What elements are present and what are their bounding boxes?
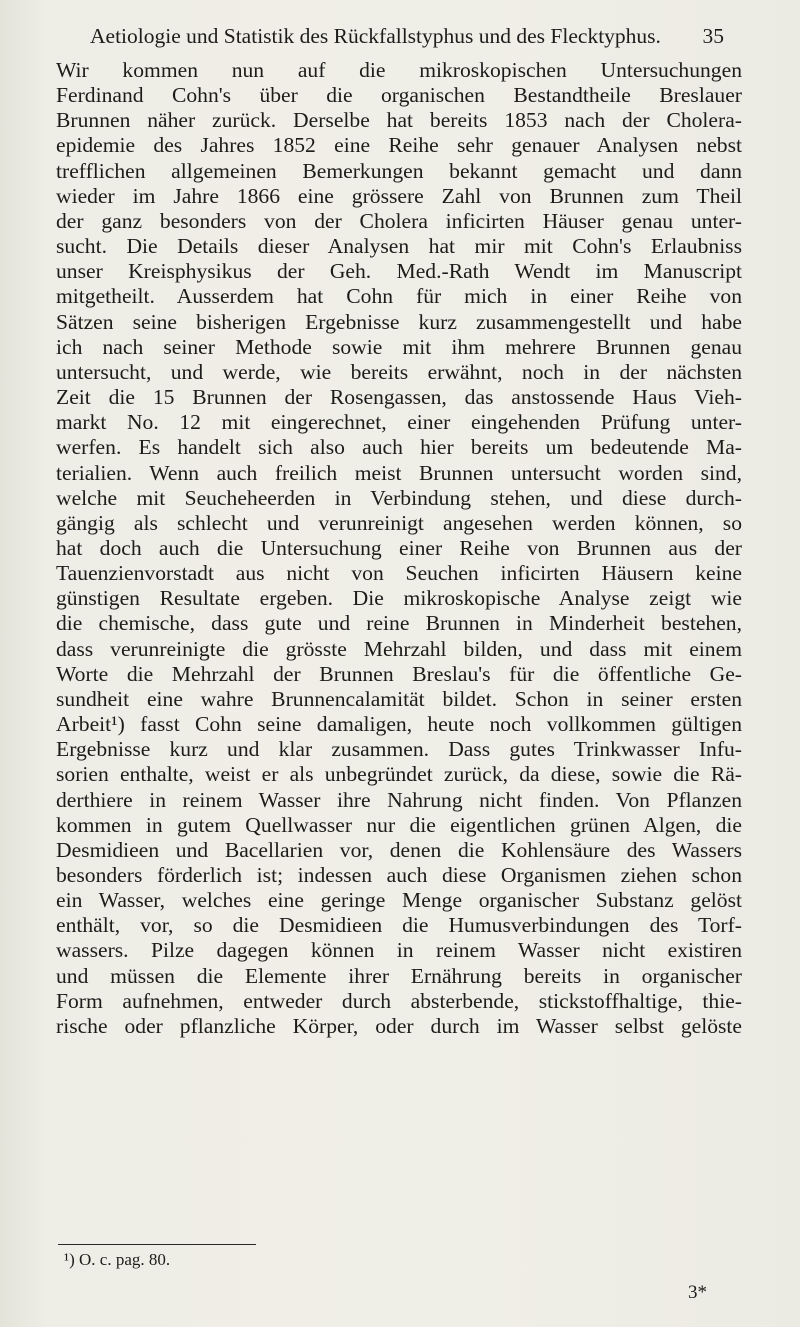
text-line: Form aufnehmen, entweder durch absterbende, stickstoffhaltige, thie- [56, 988, 742, 1013]
page-number: 35 [702, 24, 724, 48]
text-line: und müssen die Elemente ihrer Ernährung bereits in organischer [56, 963, 742, 988]
text-line: die chemische, dass gute und reine Brunnen in Minderheit bestehen, [56, 611, 742, 636]
text-line: wassers. Pilze dagegen können in reinem Wasser nicht existiren [56, 938, 742, 963]
text-line: unser Kreisphysikus der Geh. Med.-Rath Wendt im Manuscript [56, 259, 742, 284]
text-line: gängig als schlecht und verunreinigt angesehen werden können, so [56, 510, 742, 535]
text-line: enthält, vor, so die Desmidieen die Humusverbindungen des Torf- [56, 913, 742, 938]
text-line: welche mit Seucheheerden in Verbindung stehen, und diese durch- [56, 485, 742, 510]
text-line: rische oder pflanzliche Körper, oder durch im Wasser selbst gelöste [56, 1013, 742, 1038]
text-line: Ergebnisse kurz und klar zusammen. Dass gutes Trinkwasser Infu- [56, 737, 742, 762]
text-line: sucht. Die Details dieser Analysen hat mir mit Cohn's Erlaubniss [56, 234, 742, 259]
text-line: untersucht, und werde, wie bereits erwähnt, noch in der nächsten [56, 359, 742, 384]
footnote: ¹) O. c. pag. 80. [64, 1250, 171, 1269]
text-line: trefflichen allgemeinen Bemerkungen bekannt gemacht und dann [56, 158, 742, 183]
text-line: derthiere in reinem Wasser ihre Nahrung nicht finden. Von Pflanzen [56, 787, 742, 812]
text-line: Ferdinand Cohn's über die organischen Bestandtheile Breslauer [56, 83, 742, 108]
running-head: Aetiologie und Statistik des Rückfallstyphus und des Flecktyphus. [90, 24, 661, 48]
text-line: hat doch auch die Untersuchung einer Reihe von Brunnen aus der [56, 535, 742, 560]
text-line: Worte die Mehrzahl der Brunnen Breslau's für die öffentliche Ge- [56, 661, 742, 686]
text-line: terialien. Wenn auch freilich meist Brunnen untersucht worden sind, [56, 460, 742, 485]
text-line: der ganz besonders von der Cholera inficirten Häuser genau unter- [56, 208, 742, 233]
text-line: markt No. 12 mit eingerechnet, einer eingehenden Prüfung unter- [56, 410, 742, 435]
text-line: Zeit die 15 Brunnen der Rosengassen, das anstossende Haus Vieh- [56, 385, 742, 410]
page-header [90, 24, 724, 56]
text-line: mitgetheilt. Ausserdem hat Cohn für mich in einer Reihe von [56, 284, 742, 309]
body-paragraph [56, 58, 742, 1039]
text-line: Wir kommen nun auf die mikroskopischen Untersuchungen [56, 58, 742, 82]
text-line: sorien enthalte, weist er als unbegründet zurück, da diese, sowie die Rä- [56, 762, 742, 787]
text-line: sundheit eine wahre Brunnencalamität bildet. Schon in seiner ersten [56, 686, 742, 711]
text-line: ich nach seiner Methode sowie mit ihm mehrere Brunnen genau [56, 334, 742, 359]
text-line: epidemie des Jahres 1852 eine Reihe sehr genauer Analysen nebst [56, 133, 742, 158]
text-line: wieder im Jahre 1866 eine grössere Zahl von Brunnen zum Theil [56, 183, 742, 208]
text-line: Tauenzienvorstadt aus nicht von Seuchen inficirten Häusern keine [56, 561, 742, 586]
text-line: dass verunreinigte die grösste Mehrzahl bilden, und dass mit einem [56, 636, 742, 661]
footnote-rule [58, 1244, 256, 1245]
text-line: werfen. Es handelt sich also auch hier bereits um bedeutende Ma- [56, 435, 742, 460]
text-line: Arbeit¹) fasst Cohn seine damaligen, heute noch vollkommen gültigen [56, 712, 742, 737]
text-line: ein Wasser, welches eine geringe Menge organischer Substanz gelöst [56, 888, 742, 913]
text-line: günstigen Resultate ergeben. Die mikroskopische Analyse zeigt wie [56, 586, 742, 611]
text-line: Sätzen seine bisherigen Ergebnisse kurz zusammengestellt und habe [56, 309, 742, 334]
text-line: Desmidieen und Bacellarien vor, denen die Kohlensäure des Wassers [56, 837, 742, 862]
text-line: Brunnen näher zurück. Derselbe hat bereits 1853 nach der Cholera- [56, 108, 742, 133]
signature-mark: 3* [688, 1282, 707, 1303]
text-line: kommen in gutem Quellwasser nur die eigentlichen grünen Algen, die [56, 812, 742, 837]
text-line: besonders förderlich ist; indessen auch diese Organismen ziehen schon [56, 863, 742, 887]
